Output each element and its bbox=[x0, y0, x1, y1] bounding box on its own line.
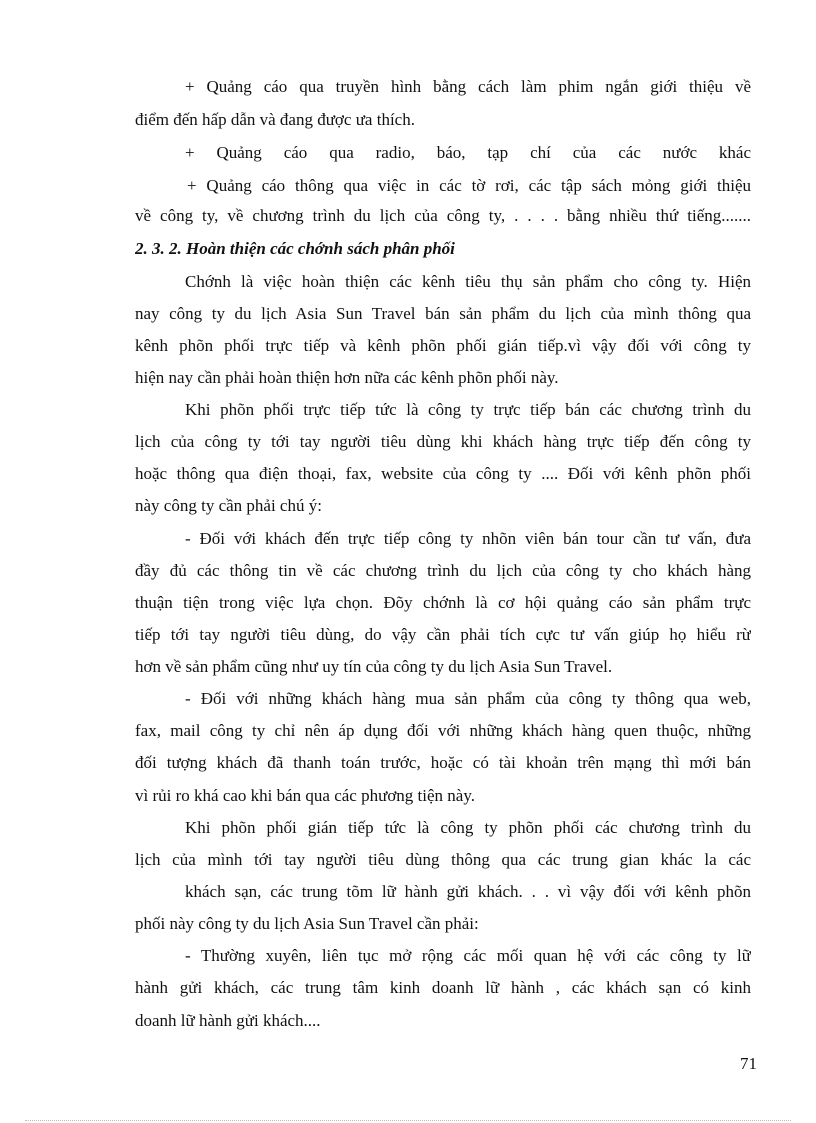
text-line: + Quảng cáo thông qua việc in các tờ rơi, các tập sách mỏng giới thiệu bbox=[187, 176, 751, 195]
text-line: phối này công ty du lịch Asia Sun Travel cần phải: bbox=[135, 914, 479, 933]
text-line: - Thường xuyên, liên tục mở rộng các mối quan hệ với các công ty lữ bbox=[185, 946, 751, 965]
page-number: 71 bbox=[740, 1054, 757, 1073]
text-line: hiện nay cần phải hoàn thiện hơn nữa các kênh phõn phối này. bbox=[135, 368, 559, 387]
text-line: thuận tiện trong việc lựa chọn. Đõy chớnh là cơ hội quảng cáo sản phẩm trực bbox=[135, 593, 751, 612]
section-heading: 2. 3. 2. Hoàn thiện các chớnh sách phân phối bbox=[135, 239, 455, 258]
text-line: nay công ty du lịch Asia Sun Travel bán sản phẩm du lịch của mình thông qua bbox=[135, 304, 751, 323]
text-line: hơn về sản phẩm cũng như uy tín của công ty du lịch Asia Sun Travel. bbox=[135, 657, 613, 676]
text-line: đối tượng khách đã thanh toán trước, hoặc có tài khoản trên mạng thì mới bán bbox=[135, 753, 751, 772]
text-line: hoặc thông qua điện thoại, fax, website của công ty .... Đối với kênh phõn phối bbox=[135, 464, 751, 483]
text-line: Khi phõn phối gián tiếp tức là công ty phõn phối các chương trình du bbox=[185, 818, 751, 837]
text-line: lịch của mình tới tay người tiêu dùng thông qua các trung gian khác la các bbox=[135, 850, 751, 869]
text-line: - Đối với khách đến trực tiếp công ty nhõn viên bán tour cần tư vấn, đưa bbox=[185, 529, 751, 548]
text-line: vì rủi ro khá cao khi bán qua các phương tiện này. bbox=[135, 786, 475, 805]
text-line: + Quảng cáo qua radio, báo, tạp chí của các nước khác bbox=[185, 143, 751, 162]
text-line: điểm đến hấp dẫn và đang được ưa thích. bbox=[135, 110, 415, 129]
text-line: khách sạn, các trung tõm lữ hành gửi khách. . . vì vậy đối với kênh phõn bbox=[185, 882, 751, 901]
text-line: Chớnh là việc hoàn thiện các kênh tiêu thụ sản phẩm cho công ty. Hiện bbox=[185, 272, 751, 291]
text-line: - Đối với những khách hàng mua sản phẩm của công ty thông qua web, bbox=[185, 689, 751, 708]
text-line: + Quảng cáo qua truyền hình bằng cách làm phim ngắn giới thiệu về bbox=[185, 77, 751, 96]
text-line: lịch của công ty tới tay người tiêu dùng khi khách hàng trực tiếp đến công ty bbox=[135, 432, 751, 451]
text-line: đầy đủ các thông tin về các chương trình du lịch của công ty cho khách hàng bbox=[135, 561, 751, 580]
text-line: tiếp tới tay người tiêu dùng, do vậy cần phải tích cực tư vấn giúp họ hiểu rừ bbox=[135, 625, 751, 644]
text-line: kênh phõn phối trực tiếp và kênh phõn phối gián tiếp.vì vậy đối với công ty bbox=[135, 336, 751, 355]
text-line: doanh lữ hành gửi khách.... bbox=[135, 1011, 321, 1030]
footer-divider bbox=[25, 1120, 791, 1121]
text-line: hành gửi khách, các trung tâm kinh doanh lữ hành , các khách sạn có kinh bbox=[135, 978, 751, 997]
text-line: về công ty, về chương trình du lịch của công ty, . . . . bằng nhiều thứ tiếng....... bbox=[135, 206, 751, 225]
text-line: Khi phõn phối trực tiếp tức là công ty trực tiếp bán các chương trình du bbox=[185, 400, 751, 419]
text-line: này công ty cần phải chú ý: bbox=[135, 496, 322, 515]
text-line: fax, mail công ty chỉ nên áp dụng đối với những khách hàng quen thuộc, những bbox=[135, 721, 751, 740]
